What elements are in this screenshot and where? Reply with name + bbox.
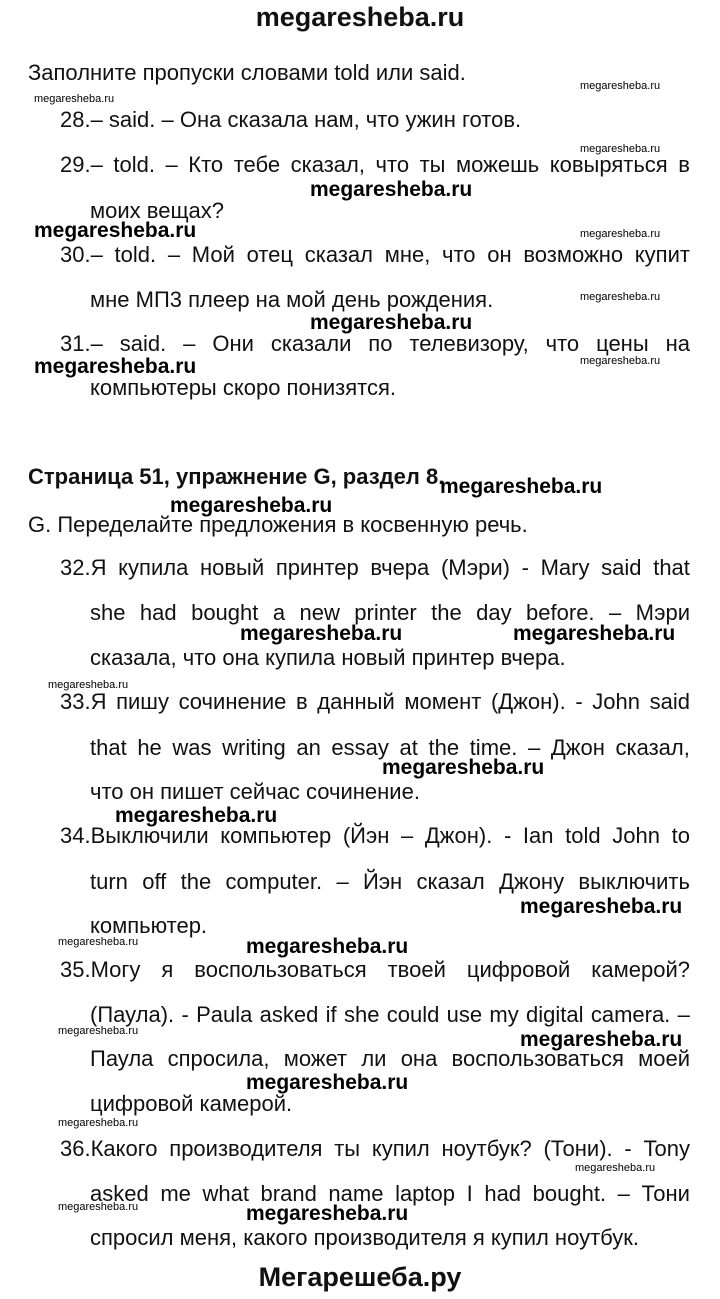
word: told xyxy=(565,823,601,848)
word: купил xyxy=(371,1136,430,1161)
word: at xyxy=(399,735,418,760)
word: камерой? xyxy=(591,957,690,982)
watermark: megaresheba.ru xyxy=(115,804,278,827)
watermark-small: megaresheba.ru xyxy=(34,93,115,105)
word: – xyxy=(617,1181,630,1206)
exercise-g-instruction: G. Переделайте предложения в косвенную речь. xyxy=(28,512,528,537)
word: writing xyxy=(222,735,286,760)
word: 30.– xyxy=(60,242,103,267)
word: Мэри xyxy=(635,600,690,625)
answer-34-line-3: компьютер. xyxy=(90,913,208,938)
word: вчера xyxy=(370,555,430,580)
answer-35-line-4: цифровой камерой. xyxy=(90,1091,293,1116)
word: производителя xyxy=(169,1136,323,1161)
answer-31-line-2: компьютеры скоро понизятся. xyxy=(90,375,396,400)
word: - xyxy=(624,1136,632,1161)
word: 34.Выключили xyxy=(60,823,209,848)
word: твоей xyxy=(387,957,446,982)
word: Джон xyxy=(550,735,605,760)
word: - xyxy=(181,1002,189,1027)
watermark: megaresheba.ru xyxy=(520,1028,683,1051)
word: before. xyxy=(526,600,595,625)
watermark: megaresheba.ru xyxy=(520,895,683,918)
exercise-instruction: Заполните пропуски словами told или said. xyxy=(28,60,466,85)
word: Мой xyxy=(191,242,235,267)
word: what xyxy=(202,1181,249,1206)
word: name xyxy=(328,1181,384,1206)
word: выключить xyxy=(578,869,690,894)
word: сказал xyxy=(416,869,485,894)
word: 31.– xyxy=(60,331,103,356)
word: - xyxy=(575,689,583,714)
word: the xyxy=(431,600,462,625)
word: новый xyxy=(199,555,265,580)
word: a xyxy=(272,600,286,625)
word: digital xyxy=(526,1002,584,1027)
word: he xyxy=(137,735,162,760)
watermark: megaresheba.ru xyxy=(246,935,409,958)
word: (Джон). xyxy=(490,689,566,714)
word: (Мэри) xyxy=(440,555,510,580)
word: пишу xyxy=(116,689,169,714)
word: ковыряться xyxy=(549,152,668,177)
answer-36-line-1 xyxy=(60,1135,690,1163)
word: может xyxy=(283,1046,348,1071)
word: – xyxy=(608,600,622,625)
word: я xyxy=(161,957,174,982)
word: was xyxy=(172,735,212,760)
answer-33-line-3: что он пишет сейчас сочинение. xyxy=(90,779,420,804)
word: ты xyxy=(419,152,446,177)
word: John xyxy=(592,689,640,714)
word: 29.– xyxy=(60,152,103,177)
word: said. xyxy=(119,331,167,356)
word: цены xyxy=(596,331,649,356)
watermark-small: megaresheba.ru xyxy=(580,80,661,92)
word: bought. xyxy=(532,1181,607,1206)
word: the xyxy=(428,735,460,760)
word: – xyxy=(165,152,178,177)
page-header-watermark: megaresheba.ru xyxy=(255,2,465,32)
answer-29-line-2: моих вещах? xyxy=(90,198,225,223)
watermark: megaresheba.ru xyxy=(34,355,197,378)
word: сочинение xyxy=(178,689,287,714)
word: сказал xyxy=(304,242,373,267)
word: – xyxy=(167,242,181,267)
word: моей xyxy=(638,1046,690,1071)
watermark-small: megaresheba.ru xyxy=(580,143,661,155)
word: essay xyxy=(331,735,389,760)
word: brand xyxy=(260,1181,317,1206)
word: had xyxy=(139,600,177,625)
word: Джон). xyxy=(424,823,493,848)
word: Тони xyxy=(641,1181,690,1206)
word: мне, xyxy=(384,242,431,267)
word: что xyxy=(375,152,410,177)
watermark-small: megaresheba.ru xyxy=(58,1025,139,1037)
watermark: megaresheba.ru xyxy=(170,494,333,517)
word: if xyxy=(325,1002,337,1027)
watermark-small: megaresheba.ru xyxy=(58,1117,139,1129)
section-heading: Страница 51, упражнение G, раздел 8. xyxy=(28,464,445,489)
watermark: megaresheba.ru xyxy=(310,178,473,201)
word: 33.Я xyxy=(60,689,107,714)
answer-35-line-2 xyxy=(90,1001,690,1029)
watermark: megaresheba.ru xyxy=(246,1071,409,1094)
word: купит xyxy=(634,242,690,267)
word: that xyxy=(90,735,127,760)
word: that xyxy=(653,555,690,580)
word: – xyxy=(183,331,196,356)
word: could xyxy=(386,1002,440,1027)
word: 36.Какого xyxy=(60,1136,158,1161)
watermark-small: megaresheba.ru xyxy=(48,679,129,691)
answer-36-line-3: спросил меня, какого производителя я купил ноутбук. xyxy=(90,1225,640,1250)
word: ли xyxy=(361,1046,387,1071)
word: my xyxy=(489,1002,519,1027)
word: said xyxy=(601,555,642,580)
word: new xyxy=(299,600,340,625)
word: купила xyxy=(118,555,189,580)
word: – xyxy=(527,735,541,760)
answer-30-line-2: мне МП3 плеер на мой день рождения. xyxy=(90,287,494,312)
word: он xyxy=(487,242,512,267)
word: ты xyxy=(334,1136,361,1161)
word: тебе xyxy=(233,152,281,177)
word: (Йэн xyxy=(342,823,390,848)
watermark-small: megaresheba.ru xyxy=(580,355,661,367)
word: laptop xyxy=(395,1181,456,1206)
watermark: megaresheba.ru xyxy=(310,311,473,334)
word: Йэн xyxy=(363,869,403,894)
word: спросила, xyxy=(167,1046,270,1071)
word: можешь xyxy=(456,152,540,177)
watermark-small: megaresheba.ru xyxy=(58,1201,139,1213)
word: в xyxy=(295,689,308,714)
word: Они xyxy=(212,331,254,356)
word: принтер xyxy=(275,555,359,580)
word: Paula xyxy=(196,1002,253,1027)
word: на xyxy=(665,331,690,356)
word: asked xyxy=(259,1002,319,1027)
word: had xyxy=(484,1181,522,1206)
answer-32-line-3: сказала, что она купила новый принтер вчера. xyxy=(90,645,566,670)
answer-32-line-1 xyxy=(60,554,690,582)
word: the xyxy=(180,869,212,894)
watermark: megaresheba.ru xyxy=(34,219,197,242)
word: bought xyxy=(191,600,259,625)
watermark-small: megaresheba.ru xyxy=(575,1162,656,1174)
word: an xyxy=(296,735,321,760)
word: use xyxy=(446,1002,483,1027)
word: asked xyxy=(90,1181,149,1206)
answer-35-line-1 xyxy=(60,956,690,984)
word: отец xyxy=(246,242,294,267)
word: воспользоваться xyxy=(194,957,367,982)
word: сказал, xyxy=(290,152,365,177)
word: I xyxy=(466,1181,473,1206)
word: по xyxy=(368,331,393,356)
word: что xyxy=(545,331,580,356)
page-footer-watermark: Мегарешеба.ру xyxy=(258,1262,462,1292)
word: John xyxy=(612,823,660,848)
watermark-small: megaresheba.ru xyxy=(580,291,661,303)
answer-33-line-1 xyxy=(60,688,690,716)
word: возможно xyxy=(523,242,624,267)
answer-30-line-1 xyxy=(60,241,690,269)
word: computer. xyxy=(225,869,323,894)
word: (Паула). xyxy=(90,1002,175,1027)
word: – xyxy=(677,1002,690,1027)
word: Ian xyxy=(522,823,554,848)
word: off xyxy=(142,869,167,894)
word: Джону xyxy=(499,869,565,894)
word: 35.Могу xyxy=(60,957,141,982)
word: сказали xyxy=(270,331,352,356)
word: – xyxy=(401,823,414,848)
word: в xyxy=(678,152,690,177)
word: camera. xyxy=(590,1002,671,1027)
watermark: megaresheba.ru xyxy=(382,756,545,779)
answer-34-line-2 xyxy=(90,868,690,896)
word: said xyxy=(649,689,690,714)
word: told. xyxy=(114,242,157,267)
word: воспользоваться xyxy=(451,1046,624,1071)
word: компьютер xyxy=(220,823,332,848)
word: 32.Я xyxy=(60,555,107,580)
watermark: megaresheba.ru xyxy=(513,622,676,645)
word: Паула xyxy=(90,1046,154,1071)
word: time. xyxy=(469,735,518,760)
word: сказал, xyxy=(615,735,690,760)
word: что xyxy=(442,242,476,267)
word: turn xyxy=(90,869,128,894)
word: она xyxy=(400,1046,438,1071)
word: told. xyxy=(113,152,155,177)
watermark: megaresheba.ru xyxy=(440,475,603,498)
word: (Тони). xyxy=(543,1136,613,1161)
word: Кто xyxy=(188,152,224,177)
watermark-small: megaresheba.ru xyxy=(580,228,661,240)
word: printer xyxy=(354,600,417,625)
word: телевизору, xyxy=(409,331,529,356)
word: me xyxy=(160,1181,191,1206)
watermark: megaresheba.ru xyxy=(246,1202,409,1225)
word: day xyxy=(476,600,512,625)
word: she xyxy=(343,1002,380,1027)
word: – xyxy=(336,869,349,894)
word: Tony xyxy=(643,1136,690,1161)
word: Mary xyxy=(540,555,590,580)
word: данный xyxy=(317,689,395,714)
word: момент xyxy=(404,689,482,714)
word: - xyxy=(521,555,529,580)
word: she xyxy=(90,600,126,625)
watermark-small: megaresheba.ru xyxy=(58,936,139,948)
word: ноутбук? xyxy=(441,1136,532,1161)
word: цифровой xyxy=(466,957,571,982)
word: - xyxy=(503,823,512,848)
answer-28: 28.– said. – Она сказала нам, что ужин готов. xyxy=(60,107,522,132)
word: to xyxy=(671,823,690,848)
watermark: megaresheba.ru xyxy=(240,622,403,645)
